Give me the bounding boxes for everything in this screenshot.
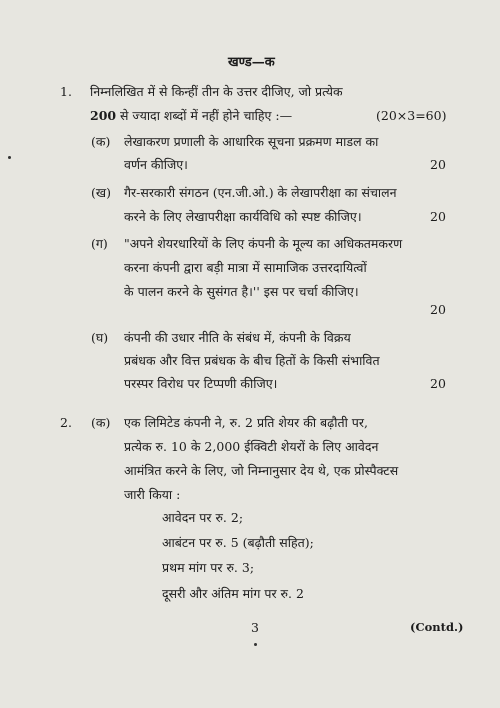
q1a-line2: वर्णन कीजिए। (124, 157, 188, 172)
schedule-item-final-call: दूसरी और अंतिम मांग पर रु. 2 (162, 586, 304, 601)
schedule-item-application: आवेदन पर रु. 2; (162, 510, 244, 525)
q1c-label: (ग) (91, 236, 108, 251)
q1d-line2: प्रबंधक और वित्त प्रबंधक के बीच हितों के किसी संभावित (124, 353, 380, 368)
q2-number: 2. (60, 415, 72, 430)
q1b-line2: करने के लिए लेखापरीक्षा कार्यविधि को स्पष्ट कीजिए। (124, 209, 362, 224)
q1c-line2: करना कंपनी द्वारा बड़ी मात्रा में सामाजिक उत्तरदायित्वों (124, 260, 367, 275)
q1c-marks: 20 (430, 302, 446, 317)
contd-label: (Contd.) (410, 620, 464, 634)
margin-speck (8, 156, 11, 159)
section-title: खण्ड—क (228, 55, 275, 70)
q2a-line1: एक लिमिटेड कंपनी ने, रु. 2 प्रति शेयर की बढ़ौती पर, (124, 415, 368, 430)
q2a-line2: प्रत्येक रु. 10 के 2,000 ईक्विटी शेयरों के लिए आवेदन (124, 439, 379, 454)
q1b-line1: गैर-सरकारी संगठन (एन.जी.ओ.) के लेखापरीक्षा का संचालन (124, 185, 397, 200)
q1c-line1: "अपने शेयरधारियों के लिए कंपनी के मूल्य का अधिकतमकरण (124, 236, 403, 251)
schedule-item-allotment: आबंटन पर रु. 5 (बढ़ौती सहित); (162, 535, 314, 550)
q1a-label: (क) (91, 134, 111, 149)
q1c-line3: के पालन करने के सुसंगत है।'' इस पर चर्चा कीजिए। (124, 284, 359, 299)
q1b-label: (ख) (91, 185, 111, 200)
q1a-line1: लेखाकरण प्रणाली के आधारिक सूचना प्रक्रमण माडल का (124, 134, 379, 149)
q1-line2: से ज्यादा शब्दों में नहीं होने चाहिए :— (120, 108, 293, 123)
q1d-line1: कंपनी की उधार नीति के संबंध में, कंपनी के विक्रय (124, 330, 351, 345)
q1-number: 1. (60, 84, 72, 99)
q1-word-limit: 200 (90, 108, 117, 123)
footer-dot (254, 643, 257, 646)
q2a-line4: जारी किया : (124, 487, 181, 502)
q2a-label: (क) (91, 415, 111, 430)
q1d-marks: 20 (430, 376, 446, 391)
q1d-line3: परस्पर विरोध पर टिप्पणी कीजिए। (124, 376, 278, 391)
schedule-item-first-call: प्रथम मांग पर रु. 3; (162, 560, 255, 575)
q1-total-marks: (20×3=60) (376, 108, 447, 123)
q1d-label: (घ) (91, 330, 109, 345)
q2a-line3: आमंत्रित करने के लिए, जो निम्नानुसार देय थे, एक प्रोस्पैक्टस (124, 463, 399, 478)
q1-line1: निम्नलिखित में से किन्हीं तीन के उत्तर दीजिए, जो प्रत्येक (90, 84, 343, 99)
page-number: 3 (251, 620, 259, 635)
q1b-marks: 20 (430, 209, 446, 224)
q1a-marks: 20 (430, 157, 446, 172)
